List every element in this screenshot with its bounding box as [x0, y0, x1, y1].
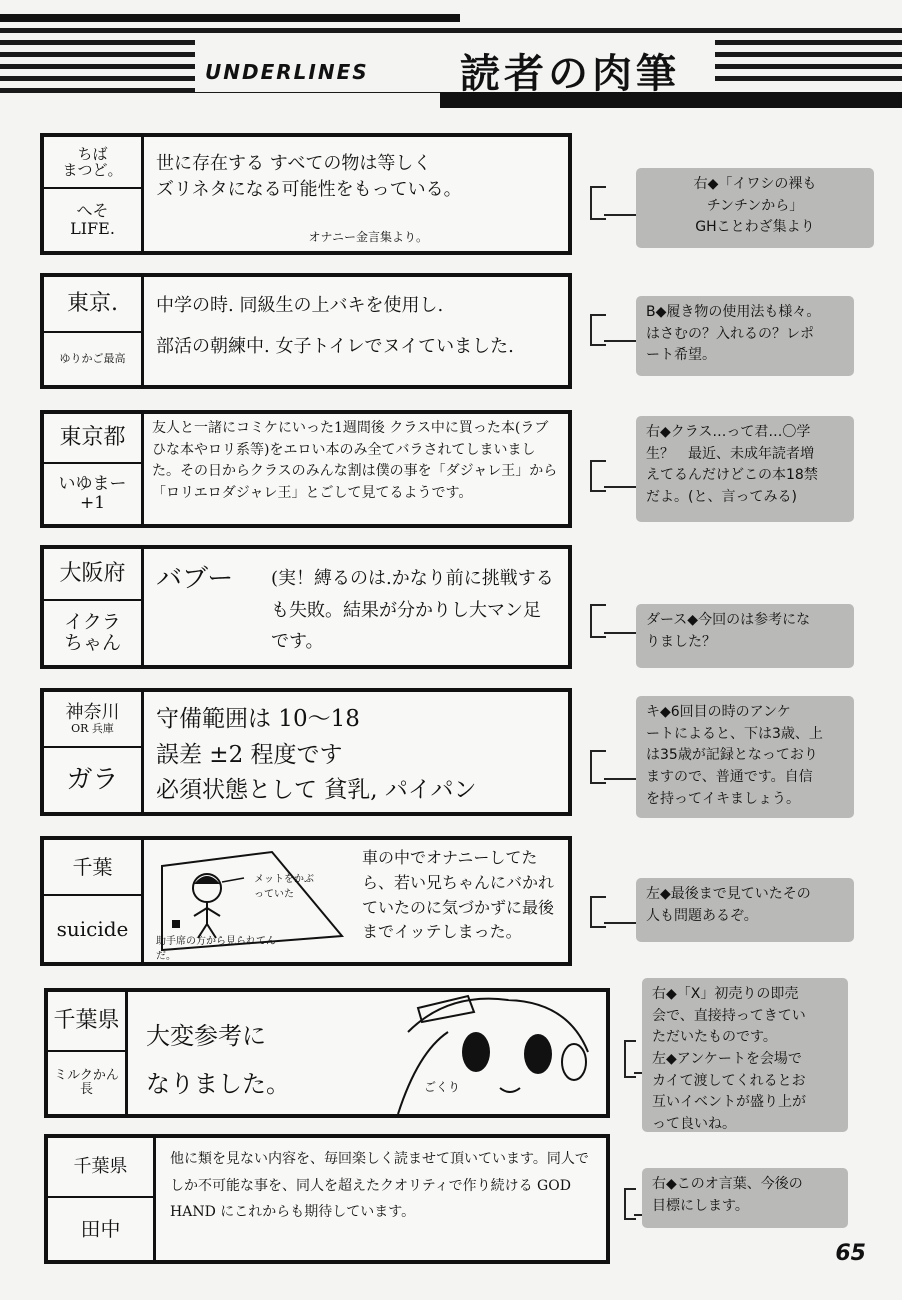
letter-message: 大変参考に なりました。: [146, 1022, 290, 1098]
comment-connector-stem: [604, 632, 636, 634]
prefecture: 大阪府: [44, 549, 141, 601]
comment-connector-stem: [604, 214, 636, 216]
name-column: [44, 414, 144, 524]
comment-connector-stem: [634, 1214, 642, 1216]
letter-card: [40, 133, 572, 255]
letter-card: [44, 1134, 610, 1264]
pen-name: いゆまー +1: [58, 474, 127, 513]
character-sketch: [388, 992, 606, 1114]
pen-name: 田中: [80, 1217, 121, 1241]
page-number: 65: [835, 1241, 866, 1266]
pen-name: ゆりかご最高: [59, 351, 126, 365]
letter-message: 車の中でオナニーしてたら、若い兄ちゃんにバかれていたのに気づかずに最後までイッテしまった。: [362, 848, 555, 942]
letter-card: [40, 836, 572, 966]
editor-comment: ダース◆今回のは参考にな りました？: [636, 604, 854, 668]
editor-comment: 右◆「イワシの裸も チンチンから」 GHことわざ集より: [636, 168, 874, 248]
name-column: [44, 549, 144, 665]
name-column: [44, 692, 144, 812]
prefecture: 千葉: [44, 840, 141, 896]
page-title: 読者の肉筆: [460, 51, 680, 97]
pen-name: suicide: [56, 917, 129, 941]
name-column: [48, 992, 128, 1114]
drawing-note: ごくり: [424, 1080, 461, 1094]
editor-comment: B◆履き物の使用法も様々。 はさむの？入れるの？レポ ート希望。: [636, 296, 854, 376]
comment-connector-stem: [604, 486, 636, 488]
editor-comment: 右◆「X」初売りの即売 会で、直接持ってきてい ただいたものです。 左◆アンケートを会場で カイて渡してくれるとお 互いイベントが盛り上が って良いね。: [642, 978, 848, 1132]
editor-comment: 右◆クラス…って君…〇学 生？ 最近、未成年読者増 えてるんだけどこの本18禁 だよ。(と、言ってみる): [636, 416, 854, 522]
letter-card: [40, 545, 572, 669]
pen-name: イクラ ちゃん: [63, 611, 121, 654]
comment-connector-stem: [604, 922, 636, 924]
name-column: [44, 277, 144, 385]
name-column: [44, 840, 144, 962]
letter-message-b: (実！縛るのは.かなり前に挑戦するも失敗。結果が分かりし大マン足です。: [271, 568, 554, 652]
prefecture: 千葉県: [48, 992, 125, 1052]
letter-card: [40, 688, 572, 816]
letter-card: [40, 410, 572, 528]
name-column: [44, 137, 144, 251]
letter-source: オナニー金言集より。: [308, 230, 428, 244]
prefecture: 東京都: [44, 414, 141, 464]
letter-message: 守備範囲は 10〜18 誤差 ±2 程度です 必須状態として 貧乳, パイパン: [156, 706, 477, 804]
comment-connector-stem: [604, 778, 636, 780]
letter-message: 他に類を見ない内容を、毎回楽しく読ませて頂いています。同人でしか不可能な事を、同人を超えたクオリティで作り続ける GOD HAND にこれからも期待しています。: [170, 1151, 589, 1221]
comment-connector-stem: [634, 1072, 642, 1074]
letter-message-a: バブー: [156, 564, 234, 594]
editor-comment: キ◆6回目の時のアンケ ートによると、下は3歳、上 は35歳が記録となっており ますので、普通です。自信 を持ってイキましょう。: [636, 696, 854, 818]
section-label: UNDERLINES: [205, 60, 369, 84]
letter-message: 世に存在する すべての物は等しく ズリネタになる可能性をもっている。: [156, 153, 462, 201]
pen-name: ミルクかん長: [54, 1067, 119, 1097]
drawing-note: 助手席の方から見られてんだ。: [156, 936, 276, 962]
letter-card: [40, 273, 572, 389]
pen-name: ガラ: [66, 764, 119, 795]
pen-name: へそ LIFE.: [70, 201, 115, 238]
page-header: [0, 0, 902, 120]
prefecture: 千葉県: [48, 1138, 153, 1198]
prefecture-sub: OR 兵庫: [71, 721, 114, 735]
prefecture-main: 神奈川: [65, 702, 120, 724]
drawing-note: メットをかぶっていた: [254, 874, 314, 900]
letter-message: 中学の時. 同級生の上バキを使用し. 部活の朝練中. 女子トイレでヌイていました.: [156, 295, 514, 358]
prefecture: 東京.: [44, 277, 141, 333]
letter-message: 友人と一諸にコミケにいった1週間後 クラス中に買った本(ラブひな本やロリ系等)をエロい本のみ全てバラされてしまいました。その日からクラスのみんな割は僕の事を「ダジャレ王」から「ロリエロダジャレ王」とごして見てるようです。: [152, 420, 558, 502]
editor-comment: 左◆最後まで見ていたその 人も問題あるぞ。: [636, 878, 854, 942]
prefecture: ちば まつど。: [44, 137, 141, 189]
comment-connector-stem: [604, 340, 636, 342]
name-column: [48, 1138, 156, 1260]
prefecture: [44, 692, 141, 748]
editor-comment: 右◆このオ言葉、今後の 目標にします。: [642, 1168, 848, 1228]
letter-card: [44, 988, 610, 1118]
